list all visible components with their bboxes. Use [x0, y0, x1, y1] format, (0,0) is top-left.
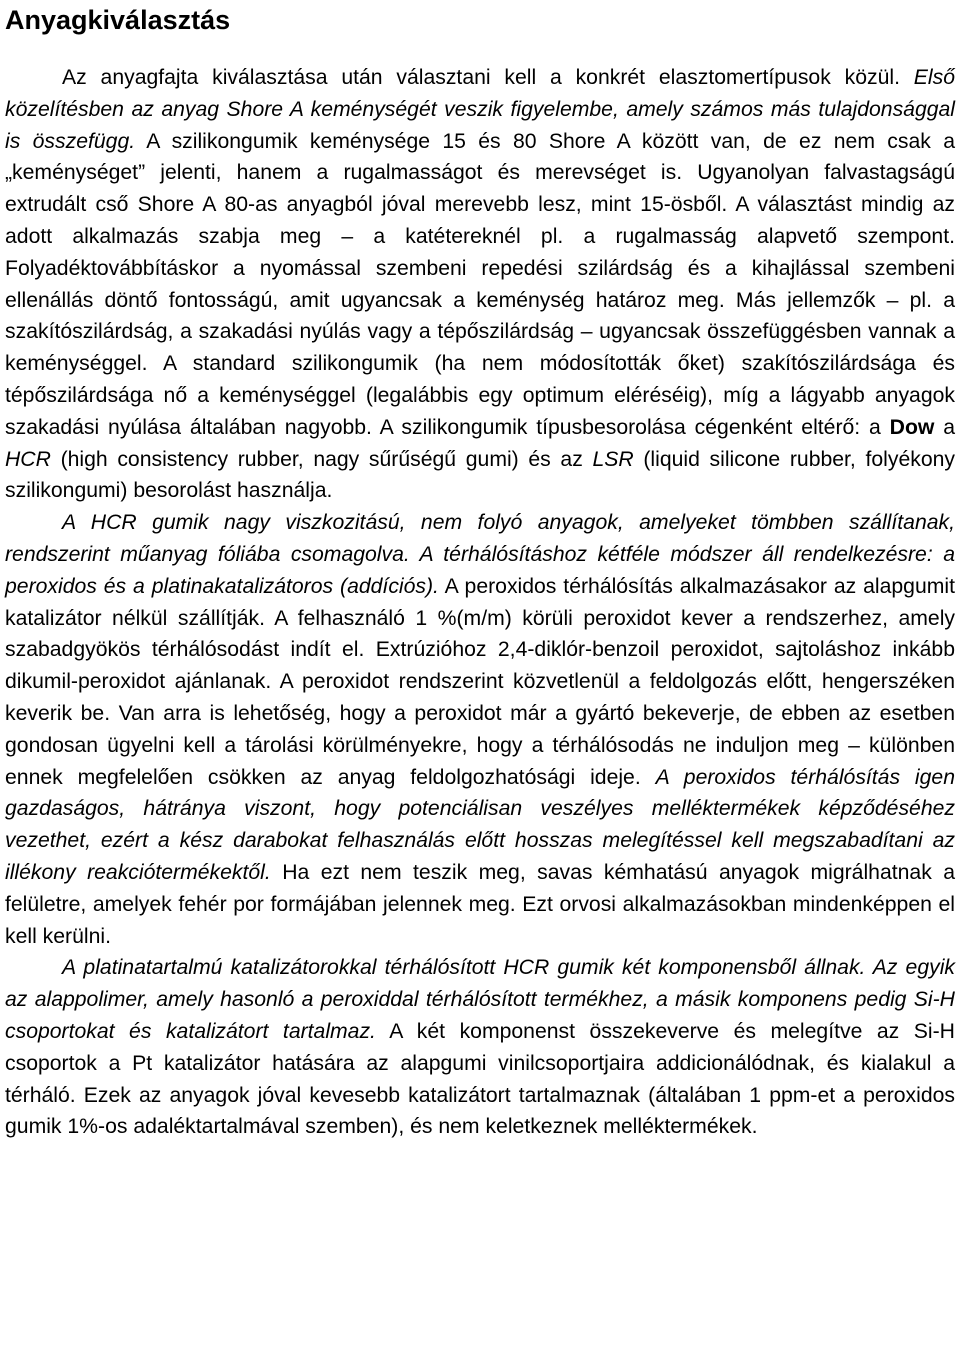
italic-text-run: Első közelítésben az anyag Shore A keménységét veszik figyelembe, amely számos más tulajdonsággal is összefügg.	[5, 66, 955, 153]
text-run: Ha ezt nem teszik meg, savas kémhatású anyagok migrálhatnak a felületre, amelyek fehér por formájában jelennek meg. Ezt orvosi alkalmazásokban mindenképpen el kell kerülni.	[5, 860, 955, 948]
italic-text-run: A HCR gumik nagy viszkozitású, nem folyó anyagok, amelyeket tömbben szállítanak, rendszerint műanyag fóliába csomagolva. A térhálósításhoz kétféle módszer áll rendelkezésre: a peroxidos és a platinakatalizátoros (addíciós).	[5, 511, 955, 598]
italic-text-run: HCR	[5, 447, 51, 471]
paragraph-material-selection	[5, 62, 955, 507]
text-run: (liquid silicone rubber, folyékony szilikongumi) besorolást használja.	[5, 447, 955, 503]
text-run: A szilikongumik keménysége 15 és 80 Shore A között van, de ez nem csak a „keménységet” jelenti, hanem a rugalmasságot és merevséget is. Ugyanolyan falvastagságú extrudált cső Shore A 80-as anyagból jóval merevebb lesz, mint 15-ösből. A választást mindig az adott alkalmazás szabja meg – a katétereknél pl. a rugalmasság alapvető szempont. Folyadéktovábbításkor a nyomással szembeni repedési szilárdság és a kihajlással szembeni ellenállás döntő fontosságú, amit ugyancsak a keménység határoz meg. Más jellemzők – pl. a szakítószilárdság, a szakadási nyúlás vagy a tépőszilárdság – ugyancsak összefüggésben vannak a keménységgel. A standard szilikongumik (ha nem módosították őket) szakítószilárdsága és tépőszilárdsága nő a keménységgel (legalábbis egy optimum eléréséig), míg a lágyabb anyagok szakadási nyúlása általában nagyobb. A szilikongumik típusbesorolása cégenként eltérő: a	[5, 129, 955, 439]
italic-text-run: A platinatartalmú katalizátorokkal térhálósított HCR gumik két komponensből állnak. Az egyik az alappolimer, amely hasonló a peroxiddal térhálósított termékhez, a másik komponens pedig Si-H csoportokat és katalizátort tartalmaz.	[5, 956, 955, 1043]
text-run: (high consistency rubber, nagy sűrűségű gumi) és az	[50, 447, 593, 471]
text-run: A peroxidos térhálósítás alkalmazásakor az alapgumit katalizátor nélkül szállítják. A felhasználó 1 %(m/m) körüli peroxidot kever a rendszerhez, amely szabadgyökös térhálósodást indít el. Extrúzióhoz 2,4-diklór-benzoil peroxidot, sajtoláshoz inkább dikumil-peroxidot ajánlanak. A peroxidot rendszerint közvetlenül a feldolgozás előtt, hengerszéken keverik be. Van arra is lehetőség, hogy a peroxidot már a gyártó bekeverje, de ebben az esetben gondosan ügyelni kell a tárolási körülményekre, hogy a térhálósodás ne induljon meg – különben ennek megfelelően csökken az anyag feldolgozhatósági ideje.	[5, 574, 955, 789]
text-run: A két komponenst összekeverve és melegítve az Si-H csoportok a Pt katalizátor hatására az alapgumi vinilcsoportjaira addicionálódnak, és kialakul a térháló. Ezek az anyagok jóval kevesebb katalizátort tartalmaznak (általában 1 ppm-et a peroxidos gumik 1%-os adaléktartalmával szemben), és nem keletkeznek melléktermékek.	[5, 1019, 955, 1139]
italic-text-run: LSR	[592, 447, 634, 471]
document-page	[5, 0, 955, 1143]
bold-text-run: Dow	[889, 415, 935, 439]
paragraph-hcr-peroxide	[5, 507, 955, 952]
text-run: a	[934, 415, 955, 439]
page-title: Anyagkiválasztás	[5, 5, 231, 35]
italic-text-run: A peroxidos térhálósítás igen gazdaságos, hátránya viszont, hogy potenciálisan veszélyes melléktermékek képződéséhez vezethet, ezért a kész darabokat felhasználás előtt hosszas melegítéssel kell megszabadítani az illékony reakciótermékektől.	[5, 765, 955, 884]
text-run: Az anyagfajta kiválasztása után választani kell a konkrét elasztomertípusok közül.	[62, 66, 914, 89]
paragraph-platinum-catalyst	[5, 952, 955, 1143]
